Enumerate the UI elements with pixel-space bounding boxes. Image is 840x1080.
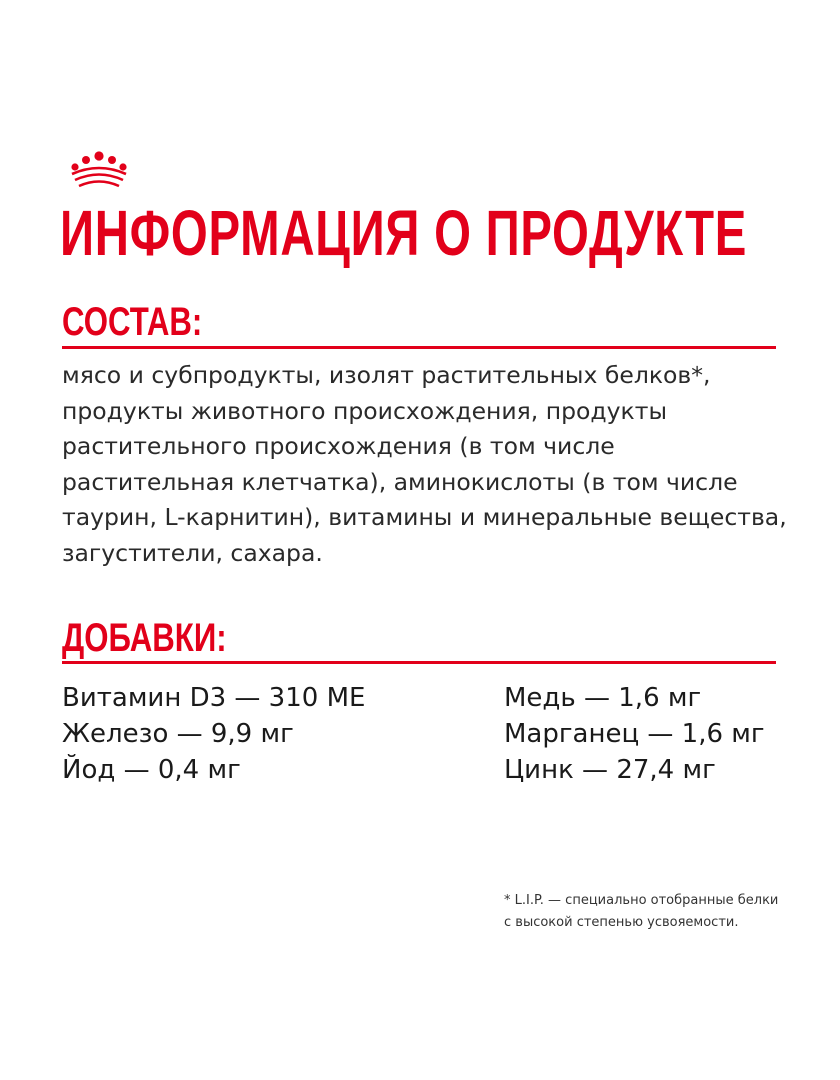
footnote-line: * L.I.P. — специально отобранные белки [504, 893, 779, 908]
footnote [504, 890, 804, 934]
composition-heading: СОСТАВ: [62, 300, 203, 344]
composition-text: мясо и субпродукты, изолят растительных белков*, продукты животного происхождения, продукты растительного происхождения (в том числе растительная клетчатка), аминокислоты (в том числе таурин, L-карнитин), витамины и минеральные вещества, загустители, сахара. [62, 361, 787, 567]
additive-item: Медь — 1,6 мг [504, 683, 702, 713]
composition-divider [62, 346, 776, 349]
additive-item: Марганец — 1,6 мг [504, 719, 765, 749]
additive-item: Витамин D3 — 310 МЕ [62, 683, 366, 713]
additive-item: Йод — 0,4 мг [62, 755, 241, 785]
footnote-line: с высокой степенью усвояемости. [504, 915, 739, 930]
additive-item: Цинк — 27,4 мг [504, 755, 716, 785]
additives-heading: ДОБАВКИ: [62, 616, 227, 660]
additive-item: Железо — 9,9 мг [62, 719, 294, 749]
additives-divider [62, 661, 776, 664]
additives-right-column [504, 680, 765, 788]
crown-logo-icon [66, 150, 132, 194]
page-title: ИНФОРМАЦИЯ О ПРОДУКТЕ [60, 197, 748, 269]
additives-left-column [62, 680, 365, 788]
